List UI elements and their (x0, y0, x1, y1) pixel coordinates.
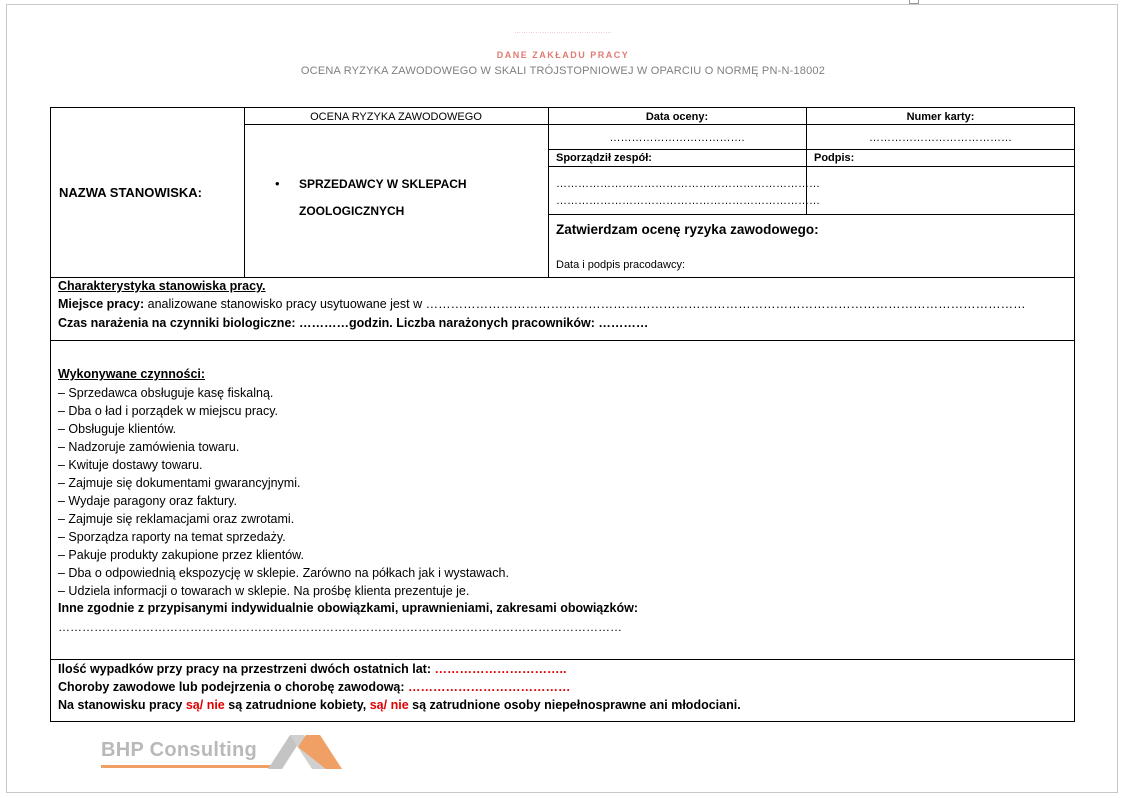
list-item: – Sprzedawca obsługuje kasę fiskalną. (58, 386, 274, 400)
team-field-2[interactable]: ……………………………………………………………… (556, 195, 820, 207)
team-field-1[interactable]: ……………………………………………………………… (556, 178, 820, 190)
position-name-line1[interactable]: SPRZEDAWCY W SKLEPACH (299, 177, 467, 191)
activities-list (58, 384, 509, 600)
logo-underline (101, 765, 271, 768)
employer-sign-label: Data i podpis pracodawcy: (556, 259, 686, 271)
list-item: – Pakuje produkty zakupione przez klientów. (58, 548, 304, 562)
accidents-row (58, 662, 566, 677)
company-logo-text: BHP Consulting (101, 739, 258, 761)
position-label: NAZWA STANOWISKA: (59, 185, 202, 200)
bullet-icon: • (275, 176, 280, 191)
card-number-label: Numer karty: (906, 111, 975, 123)
team-label: Sporządził zespół: (556, 152, 652, 164)
employment-text-1: Na stanowisku pracy (58, 698, 183, 712)
list-item: – Nadzoruje zamówienia towaru. (58, 440, 240, 454)
document-subtitle: OCENA RYZYKA ZAWODOWEGO W SKALI TRÓJSTOPNIOWEJ W OPARCIU O NORMĘ PN-N-18002 (300, 65, 826, 77)
diseases-field[interactable]: ………………………………… (408, 680, 571, 694)
card-number-field[interactable]: ………………………………… (869, 132, 1012, 144)
list-item: – Zajmuje się reklamacjami oraz zwrotami. (58, 512, 295, 526)
workplace-text[interactable]: analizowane stanowisko pracy usytuowane jest w ……………………………………………………………………………………………………………………………… (147, 297, 1026, 311)
divider (50, 659, 1075, 660)
employment-row (58, 698, 741, 713)
accidents-label: Ilość wypadków przy pracy na przestrzeni dwóch ostatnich lat: (58, 662, 432, 676)
divider (50, 340, 1075, 341)
activities-title: Wykonywane czynności: (58, 367, 206, 381)
list-item: – Udziela informacji o towarach w sklepie. Na prośbę klienta prezentuje je. (58, 584, 470, 598)
list-item: – Dba o odpowiednią ekspozycję w sklepie. Zarówno na półkach jak i wystawach. (58, 566, 509, 580)
date-field[interactable]: ………………………………. (609, 132, 745, 144)
divider (548, 166, 1075, 167)
employment-choice-women[interactable]: są/ nie (185, 698, 225, 712)
position-name-line2[interactable]: ZOOLOGICZNYCH (299, 204, 405, 218)
diseases-row (58, 680, 571, 695)
list-item: – Obsługuje klientów. (58, 422, 177, 436)
diseases-label: Choroby zawodowe lub podejrzenia o chorobę zawodową: (58, 680, 405, 694)
list-item: – Kwituje dostawy towaru. (58, 458, 203, 472)
divider (548, 214, 1075, 215)
exposure-text[interactable]: Czas narażenia na czynniki biologiczne: …………godzin. Liczba narażonych pracowników: ………… (58, 316, 649, 330)
date-label: Data oceny: (645, 111, 709, 123)
ruler-marker-icon (909, 0, 919, 4)
other-duties-field[interactable]: …………………………………………………………………………………………………………………………… (58, 620, 622, 634)
list-item: – Wydaje paragony oraz faktury. (58, 494, 237, 508)
assessment-header: OCENA RYZYKA ZAWODOWEGO (310, 111, 482, 123)
workplace-row (58, 297, 1026, 312)
divider (244, 107, 245, 277)
other-duties-label: Inne zgodnie z przypisanymi indywidualnie obowiązkami, uprawnieniami, zakresami obowiązków: (58, 601, 638, 615)
divider (548, 149, 1075, 150)
company-name: DANE ZAKŁADU PRACY (496, 50, 630, 60)
list-item: – Sporządza raporty na temat sprzedaży. (58, 530, 286, 544)
employment-text-3: są zatrudnione osoby niepełnosprawne ani młodociani. (412, 698, 741, 712)
logo-mountain-icon (268, 733, 342, 771)
approve-label: Zatwierdzam ocenę ryzyka zawodowego: (556, 222, 819, 237)
workplace-label: Miejsce pracy: (58, 297, 145, 311)
accidents-field[interactable]: ………………………….. (434, 662, 567, 676)
characteristics-title: Charakterystyka stanowiska pracy. (58, 279, 266, 293)
employment-text-2: są zatrudnione kobiety, (228, 698, 367, 712)
list-item: – Zajmuje się dokumentami gwarancyjnymi. (58, 476, 301, 490)
divider (50, 277, 1075, 278)
company-placeholder-dots: …………………………………… (514, 28, 612, 35)
employment-choice-disabled[interactable]: są/ nie (369, 698, 409, 712)
list-item: – Dba o ład i porządek w miejscu pracy. (58, 404, 279, 418)
signature-label: Podpis: (814, 152, 855, 164)
